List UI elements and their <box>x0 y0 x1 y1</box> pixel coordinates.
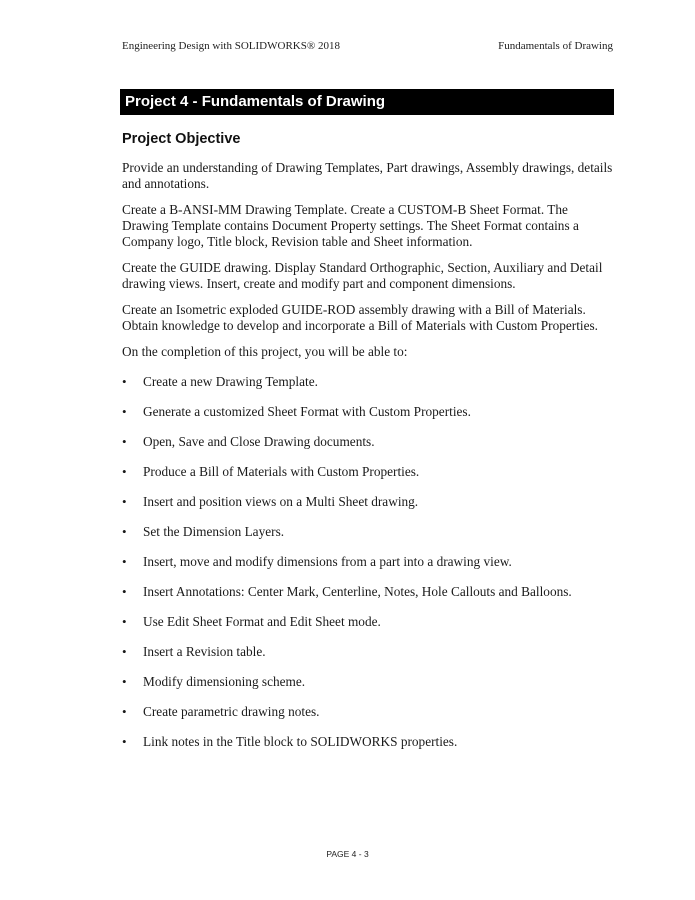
list-item <box>122 374 617 404</box>
list-item <box>122 554 617 584</box>
list-item-text: Create a new Drawing Template. <box>143 374 318 389</box>
list-item-text: Produce a Bill of Materials with Custom Properties. <box>143 464 420 479</box>
paragraph: Create a B-ANSI-MM Drawing Template. Create a CUSTOM-B Sheet Format. The Drawing Template contains Document Property settings. The Sheet Format contains a Company logo, Title block, Revision table and Sheet information. <box>122 202 579 249</box>
bullet-icon: • <box>122 524 127 539</box>
intro-paragraph: On the completion of this project, you will be able to: <box>122 344 408 359</box>
bullet-icon: • <box>122 374 127 389</box>
bullet-icon: • <box>122 434 127 449</box>
list-item <box>122 434 617 464</box>
objective-heading: Project Objective <box>122 131 241 147</box>
bullet-icon: • <box>122 614 127 629</box>
list-item <box>122 674 617 704</box>
list-item-text: Modify dimensioning scheme. <box>143 674 306 689</box>
list-item <box>122 734 617 764</box>
page-number: PAGE 4 - 3 <box>326 849 369 859</box>
header-chapter-title: Fundamentals of Drawing <box>498 40 613 52</box>
paragraph: Create the GUIDE drawing. Display Standard Orthographic, Section, Auxiliary and Detail drawing views. Insert, create and modify part and component dimensions. <box>122 260 603 291</box>
list-item-text: Insert, move and modify dimensions from a part into a drawing view. <box>143 554 512 569</box>
bullet-icon: • <box>122 734 127 749</box>
bullet-icon: • <box>122 644 127 659</box>
bullet-icon: • <box>122 404 127 419</box>
list-item-text: Open, Save and Close Drawing documents. <box>143 434 375 449</box>
list-item-text: Link notes in the Title block to SOLIDWORKS properties. <box>143 734 458 749</box>
bullet-icon: • <box>122 584 127 599</box>
list-item <box>122 524 617 554</box>
list-item <box>122 464 617 494</box>
list-item-text: Create parametric drawing notes. <box>143 704 320 719</box>
bullet-icon: • <box>122 494 127 509</box>
list-item <box>122 404 617 434</box>
list-item <box>122 704 617 734</box>
header-book-title: Engineering Design with SOLIDWORKS® 2018 <box>122 40 340 52</box>
bullet-icon: • <box>122 464 127 479</box>
list-item-text: Generate a customized Sheet Format with Custom Properties. <box>143 404 471 419</box>
list-item-text: Use Edit Sheet Format and Edit Sheet mode. <box>143 614 381 629</box>
project-banner: Project 4 - Fundamentals of Drawing <box>120 89 614 115</box>
paragraph: Provide an understanding of Drawing Templates, Part drawings, Assembly drawings, details and annotations. <box>122 160 613 191</box>
list-item <box>122 614 617 644</box>
bullet-icon: • <box>122 674 127 689</box>
bullet-icon: • <box>122 554 127 569</box>
list-item <box>122 494 617 524</box>
list-item-text: Set the Dimension Layers. <box>143 524 285 539</box>
list-item-text: Insert a Revision table. <box>143 644 266 659</box>
bullet-icon: • <box>122 704 127 719</box>
objectives-list <box>122 374 617 764</box>
paragraph: Create an Isometric exploded GUIDE-ROD assembly drawing with a Bill of Materials. Obtain knowledge to develop and incorporate a Bill of Materials with Custom Properties. <box>122 302 598 333</box>
list-item-text: Insert Annotations: Center Mark, Centerline, Notes, Hole Callouts and Balloons. <box>143 584 572 599</box>
list-item <box>122 584 617 614</box>
running-header <box>122 40 613 56</box>
list-item <box>122 644 617 674</box>
body-content <box>122 160 617 764</box>
list-item-text: Insert and position views on a Multi Sheet drawing. <box>143 494 419 509</box>
